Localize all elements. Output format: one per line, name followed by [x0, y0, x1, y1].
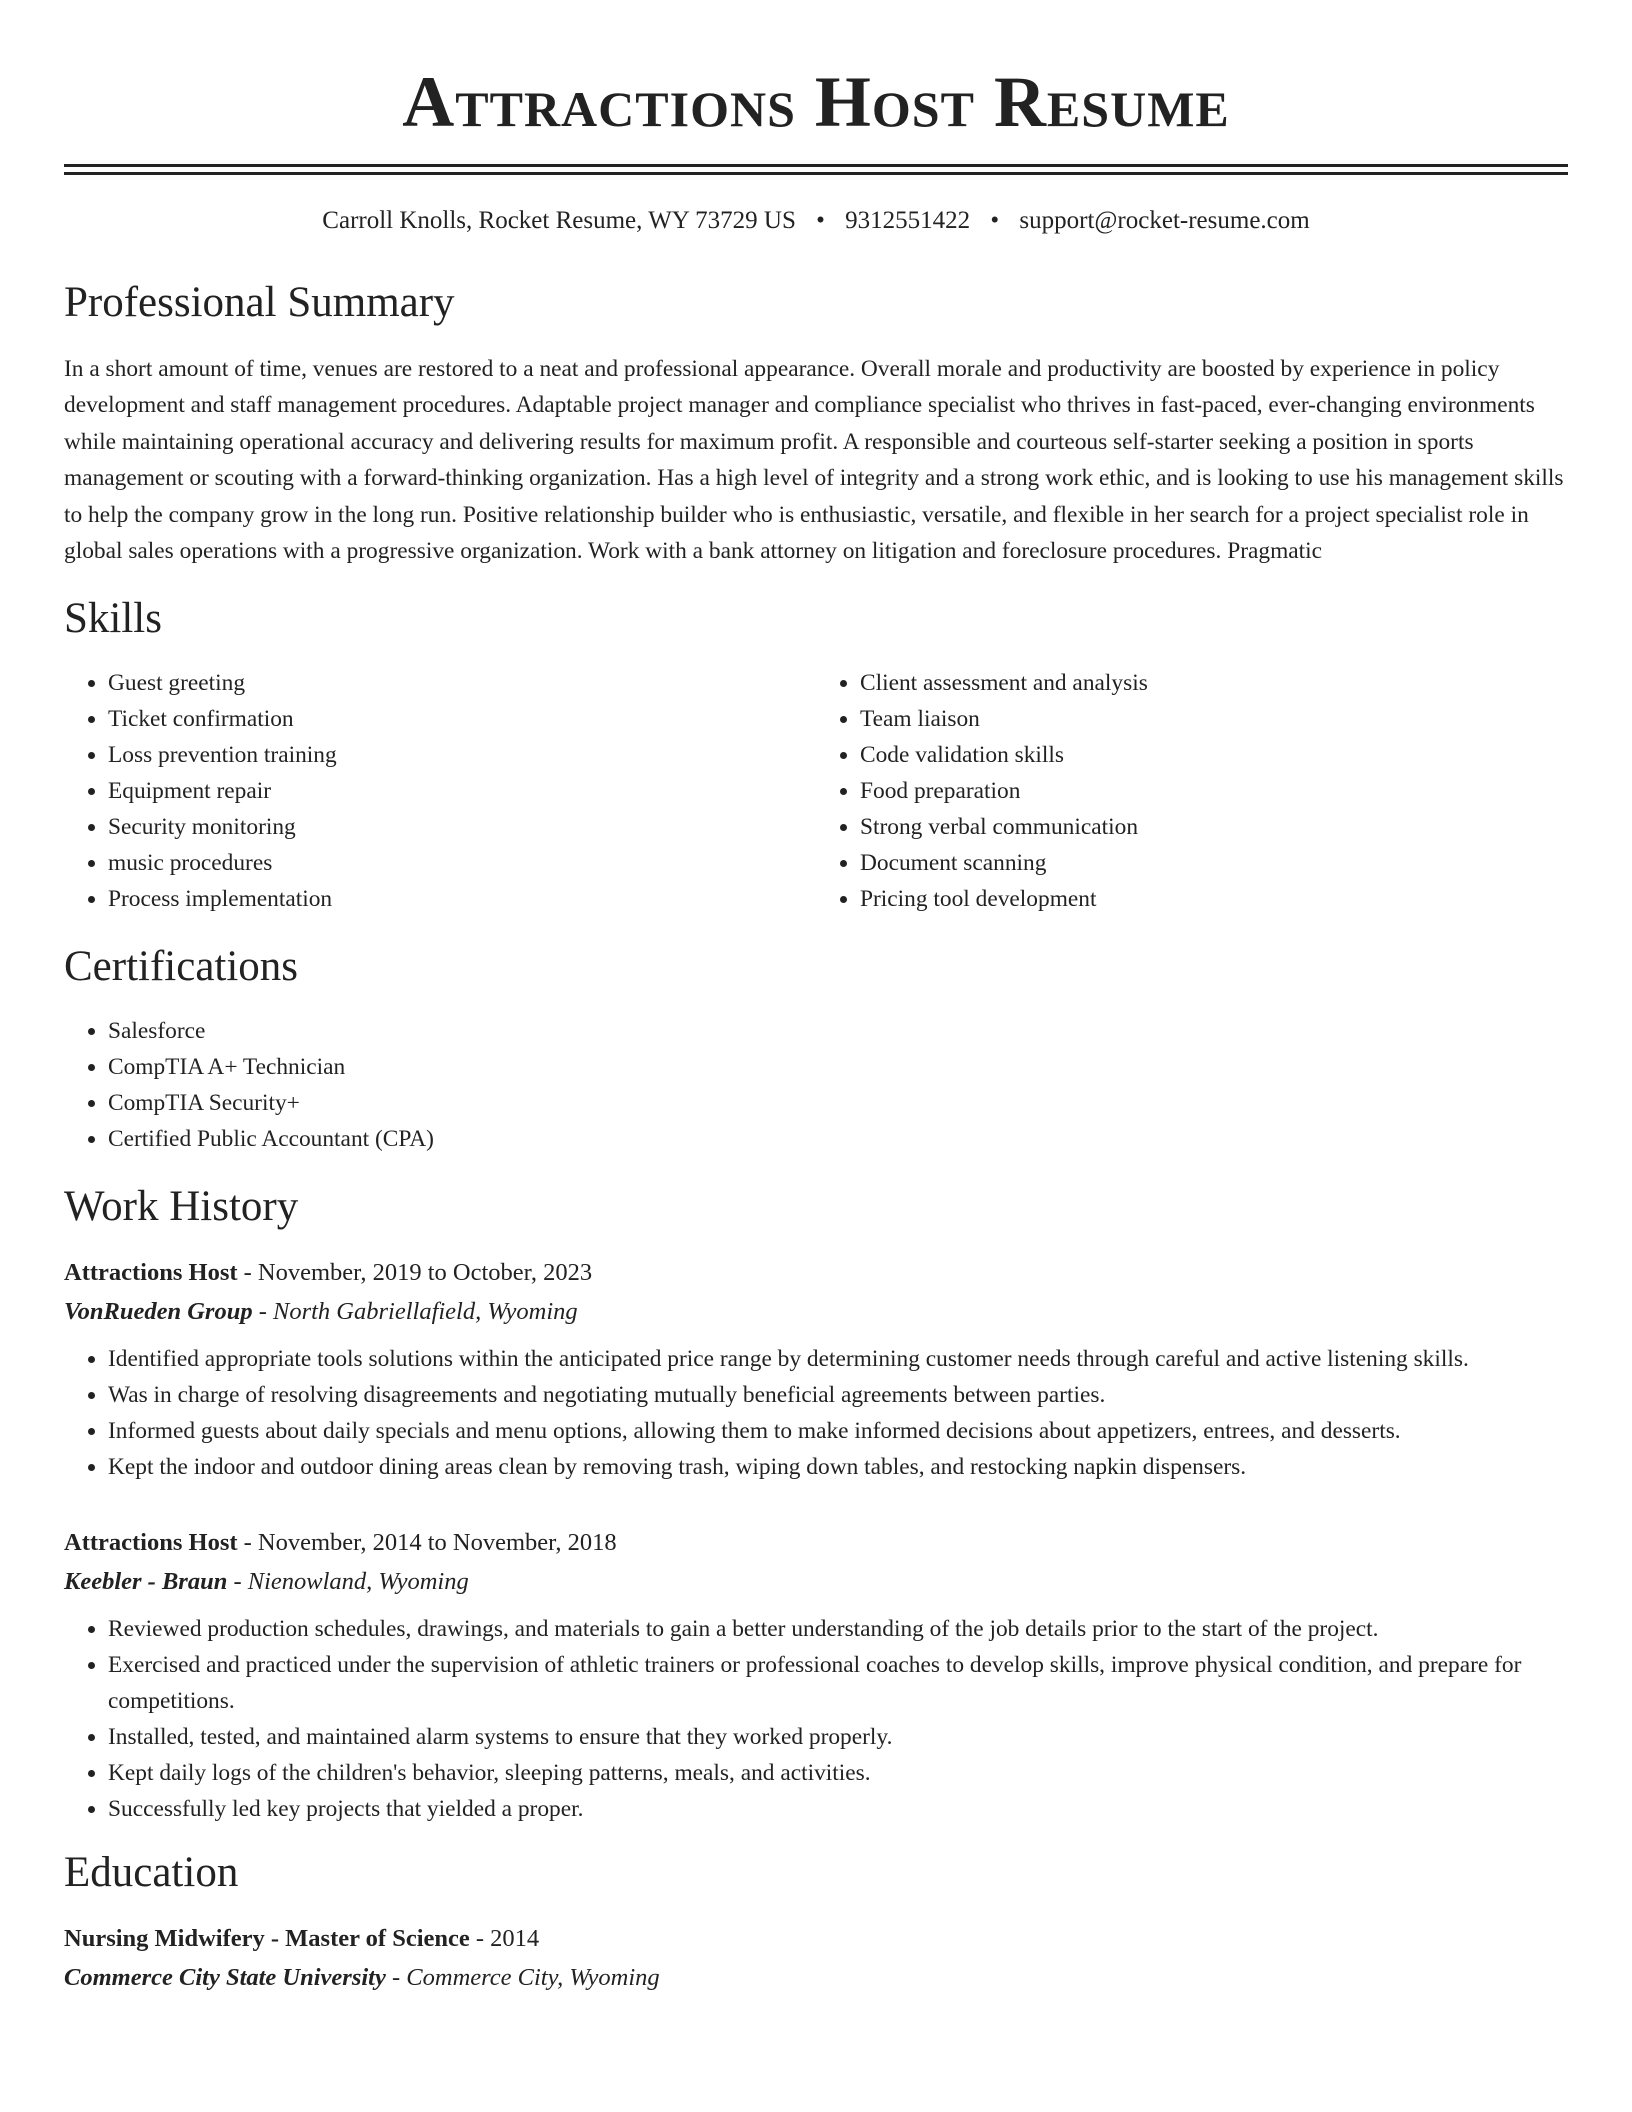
- job-company: VonRueden Group: [64, 1298, 253, 1326]
- title-divider-bottom: [64, 172, 1568, 175]
- skill-item: • Process implementation: [108, 881, 816, 917]
- job-title: Attractions Host: [64, 1259, 238, 1287]
- job-title: Attractions Host: [64, 1529, 238, 1557]
- skill-item: • Guest greeting: [108, 665, 816, 701]
- job-bullet: • Reviewed production schedules, drawings, and materials to gain a better understanding of the job details prior to the start of the project.: [108, 1611, 1568, 1647]
- education-location: - Commerce City, Wyoming: [392, 1964, 660, 1992]
- resume-title: Attractions Host Resume: [402, 62, 1230, 142]
- job-company-line: [64, 1292, 1568, 1331]
- skill-item: • Strong verbal communication: [860, 809, 1568, 845]
- skill-item: • Code validation skills: [860, 737, 1568, 773]
- job-dates: - November, 2019 to October, 2023: [243, 1259, 593, 1287]
- job-bullet: • Installed, tested, and maintained alarm systems to ensure that they worked properly.: [108, 1719, 1568, 1755]
- summary-text: In a short amount of time, venues are restored to a neat and professional appearance. Overall morale and productivity are boosted by experience in policy development and staff management procedures. Adaptable project manager and compliance specialist who thrives in fast-paced, ever-changing environments while maintaining operational accuracy and delivering results for maximum profit. A responsible and courteous self-starter seeking a position in sports management or scouting with a forward-thinking organization. Has a high level of integrity and a strong work ethic, and is looking to use his management skills to help the company grow in the long run. Positive relationship builder who is enthusiastic, versatile, and flexible in her search for a project specialist role in global sales operations with a progressive organization. Work with a bank attorney on litigation and foreclosure procedures. Pragmatic: [64, 356, 1564, 565]
- job-company-line: [64, 1562, 1568, 1601]
- skills-list-left: [64, 665, 816, 917]
- job-title-line: [64, 1253, 1568, 1292]
- job-bullet: • Kept daily logs of the children's behavior, sleeping patterns, meals, and activities.: [108, 1755, 1568, 1791]
- skill-item: • Team liaison: [860, 701, 1568, 737]
- job-location: - Nienowland, Wyoming: [233, 1568, 469, 1596]
- job-bullet: • Kept the indoor and outdoor dining areas clean by removing trash, wiping down tables, and restocking napkin dispensers.: [108, 1449, 1568, 1485]
- job-entry: [64, 1523, 1568, 1827]
- job-company: Keebler - Braun: [64, 1568, 228, 1596]
- job-location: - North Gabriellafield, Wyoming: [258, 1298, 578, 1326]
- certification-item: • Salesforce: [108, 1013, 1568, 1049]
- certifications-heading: Certifications: [64, 943, 299, 991]
- contact-phone: 9312551422: [845, 207, 971, 234]
- job-bullets: [64, 1341, 1568, 1485]
- certifications-list: [64, 1013, 1568, 1157]
- contact-line: [64, 205, 1568, 237]
- skills-list-right: [816, 665, 1568, 917]
- education-heading: Education: [64, 1849, 239, 1897]
- job-bullet: • Was in charge of resolving disagreements and negotiating mutually beneficial agreements between parties.: [108, 1377, 1568, 1413]
- job-bullets: [64, 1611, 1568, 1827]
- certification-item: • CompTIA A+ Technician: [108, 1049, 1568, 1085]
- title-divider-top: [64, 164, 1568, 167]
- skill-item: • Equipment repair: [108, 773, 816, 809]
- skill-item: • Security monitoring: [108, 809, 816, 845]
- skills-heading: Skills: [64, 595, 162, 643]
- education-degree: Nursing Midwifery - Master of Science: [64, 1925, 470, 1953]
- summary-heading: Professional Summary: [64, 279, 455, 326]
- skill-item: • Client assessment and analysis: [860, 665, 1568, 701]
- job-bullet: • Informed guests about daily specials and menu options, allowing them to make informed decisions about appetizers, entrees, and desserts.: [108, 1413, 1568, 1449]
- skill-item: • Ticket confirmation: [108, 701, 816, 737]
- skill-item: • Loss prevention training: [108, 737, 816, 773]
- job-dates: - November, 2014 to November, 2018: [243, 1529, 617, 1557]
- education-year: - 2014: [475, 1925, 540, 1953]
- contact-address: Carroll Knolls, Rocket Resume, WY 73729 US: [322, 207, 796, 234]
- job-bullet: • Successfully led key projects that yielded a proper.: [108, 1791, 1568, 1827]
- skill-item: • music procedures: [108, 845, 816, 881]
- contact-email: support@rocket-resume.com: [1019, 207, 1310, 234]
- skill-item: • Pricing tool development: [860, 881, 1568, 917]
- skill-item: • Document scanning: [860, 845, 1568, 881]
- certification-item: • CompTIA Security+: [108, 1085, 1568, 1121]
- job-bullet: • Identified appropriate tools solutions within the anticipated price range by determining customer needs through careful and active listening skills.: [108, 1341, 1568, 1377]
- education-entry: [64, 1919, 1568, 1997]
- job-bullet: • Exercised and practiced under the supervision of athletic trainers or professional coaches to develop skills, improve physical condition, and prepare for competitions.: [108, 1647, 1568, 1719]
- skills-columns: [64, 665, 1568, 917]
- work-history-heading: Work History: [64, 1183, 299, 1231]
- contact-separator: •: [816, 207, 825, 234]
- education-degree-line: [64, 1919, 1568, 1958]
- education-school-line: [64, 1958, 1568, 1997]
- skill-item: • Food preparation: [860, 773, 1568, 809]
- contact-separator: •: [990, 207, 1000, 234]
- education-school: Commerce City State University: [64, 1964, 386, 1992]
- certification-item: • Certified Public Accountant (CPA): [108, 1121, 1568, 1157]
- job-entry: [64, 1253, 1568, 1485]
- job-title-line: [64, 1523, 1568, 1562]
